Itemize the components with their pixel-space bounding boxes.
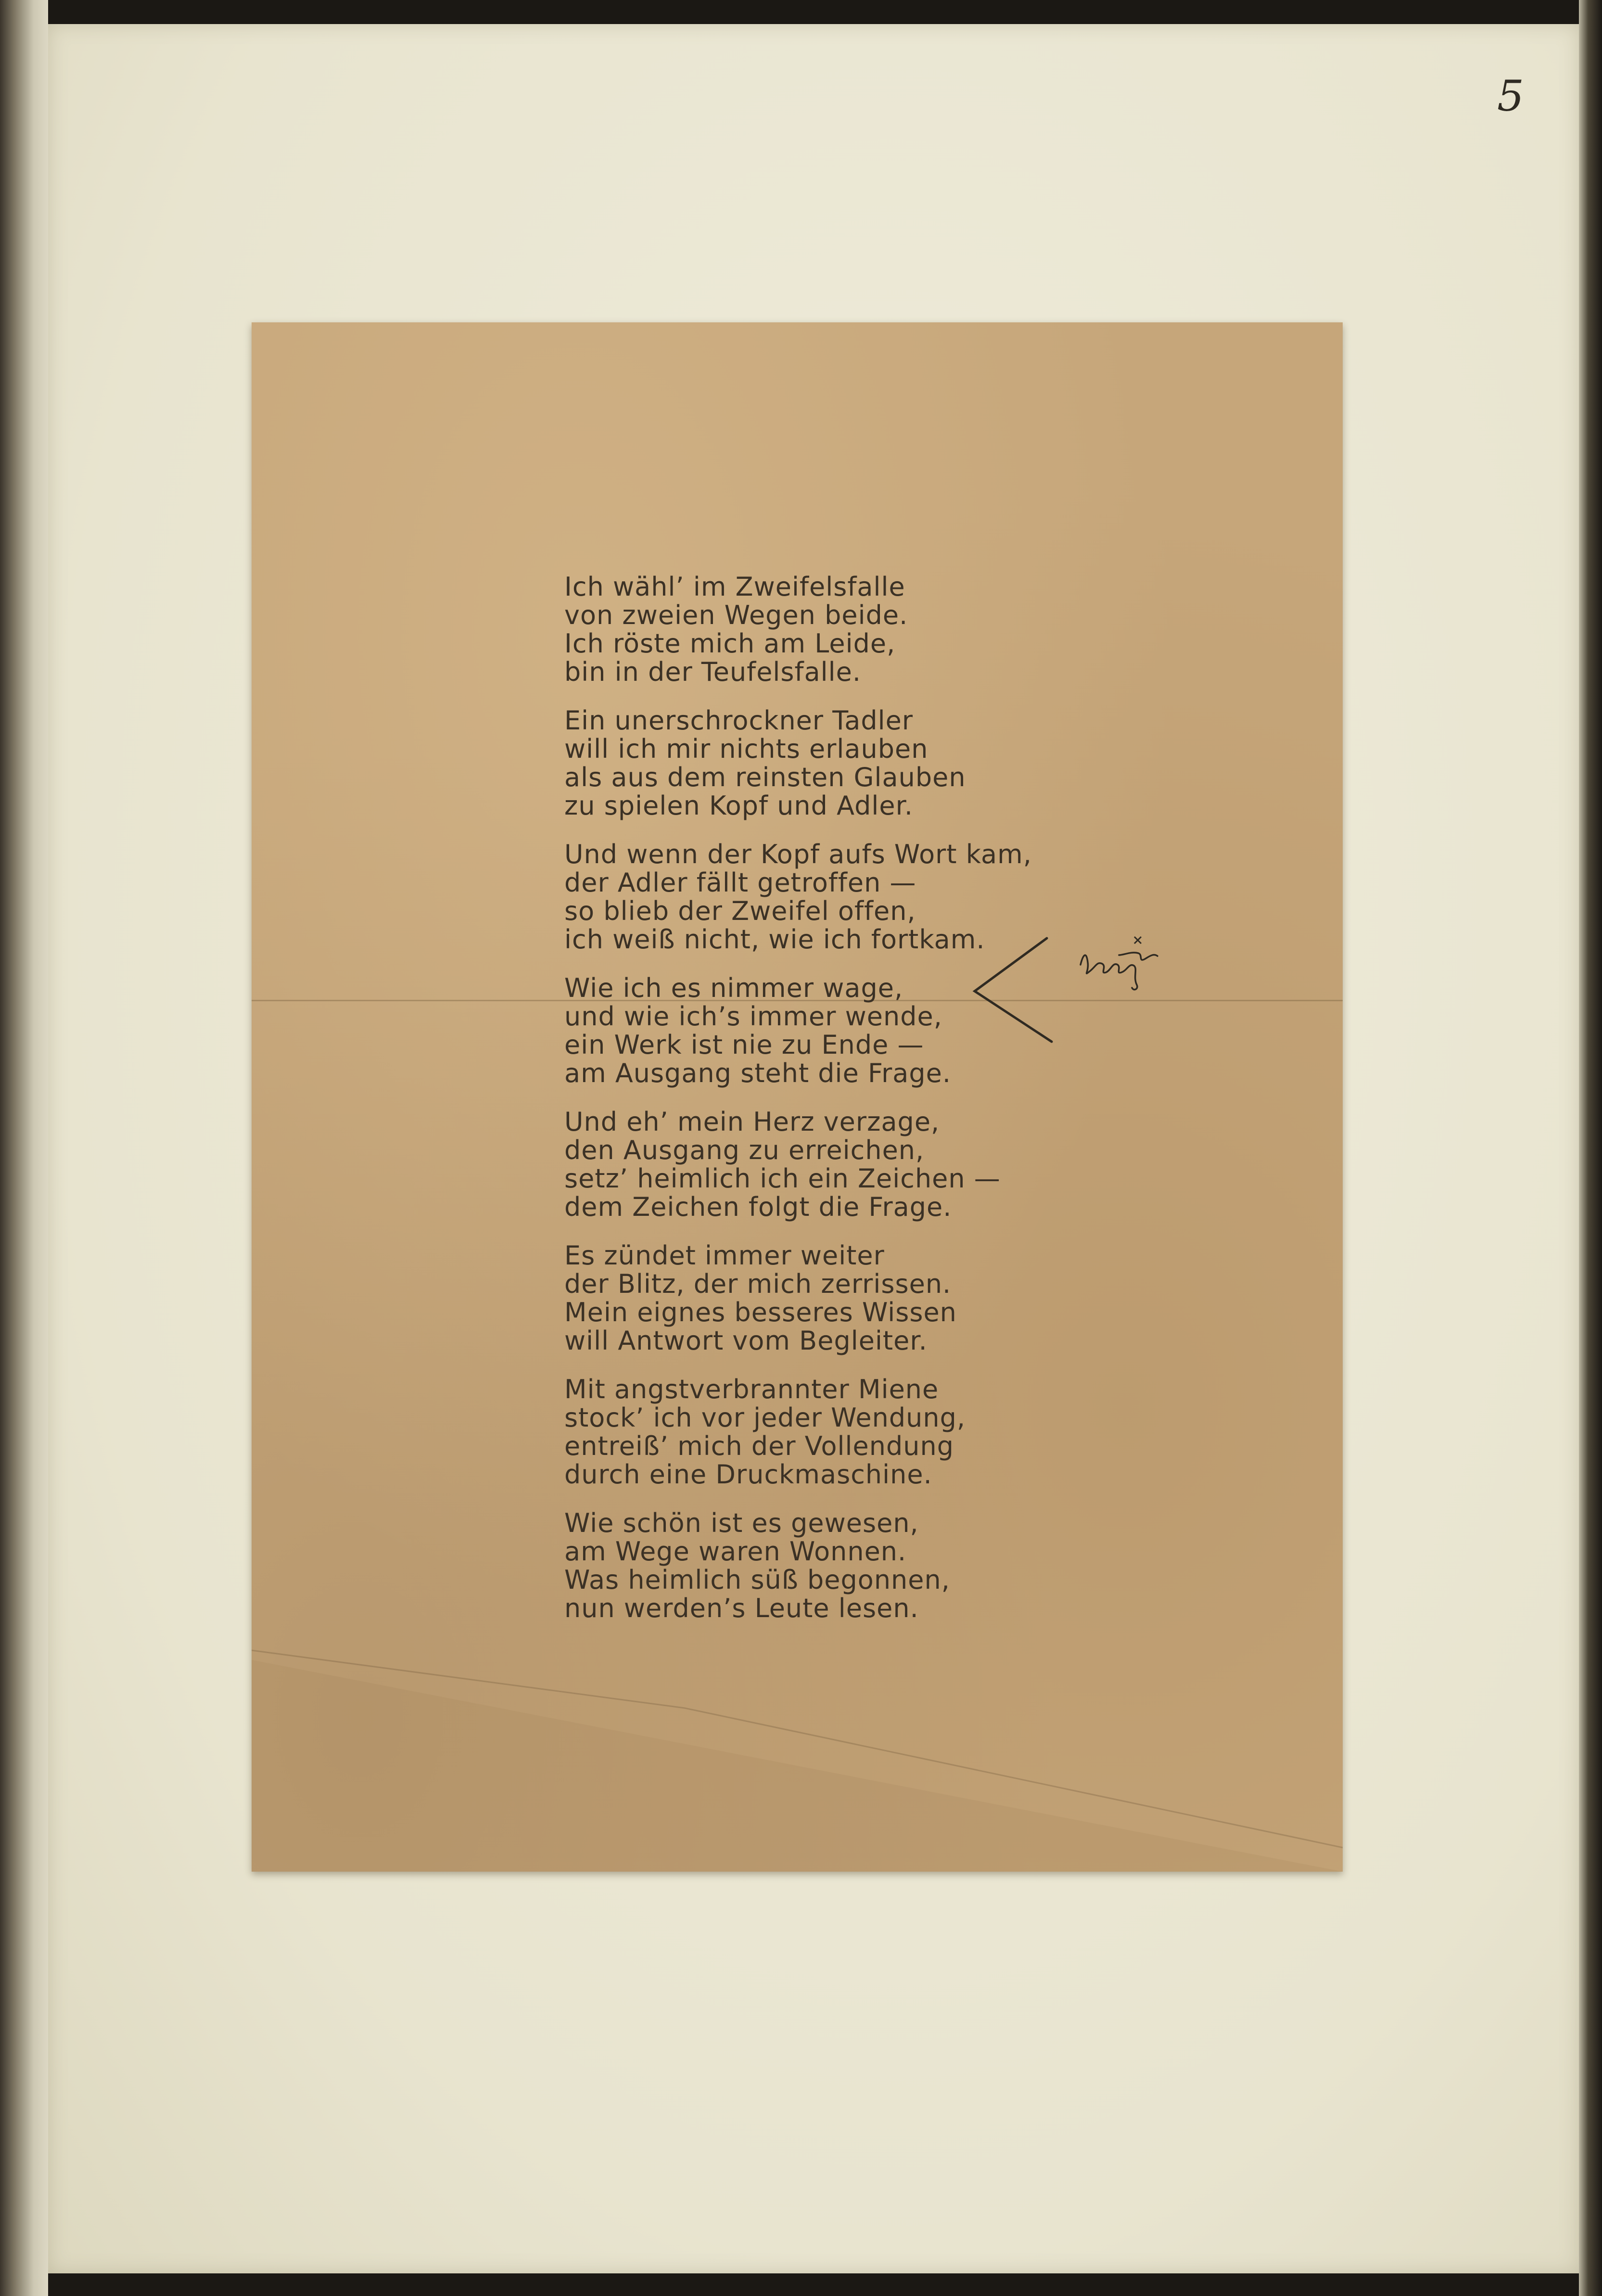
poem-line: Wie schön ist es gewesen, — [564, 1508, 919, 1538]
poem-line: ich weiß nicht, wie ich fortkam. — [564, 924, 985, 955]
poem-line: der Adler fällt getroffen — — [564, 867, 916, 898]
poem-line: zu spielen Kopf und Adler. — [564, 791, 913, 821]
poem-line: und wie ich’s immer wende, — [564, 1001, 942, 1032]
stanza-8 — [564, 1509, 1286, 1622]
poem-line: am Ausgang steht die Frage. — [564, 1058, 952, 1088]
page-edge — [1579, 0, 1602, 2296]
poem-line: von zweien Wegen beide. — [564, 600, 908, 630]
poem-line: Es zündet immer weiter — [564, 1240, 885, 1271]
stanza-5 — [564, 1108, 1286, 1221]
poem-line: will Antwort vom Begleiter. — [564, 1326, 928, 1356]
poem-line: stock’ ich vor jeder Wendung, — [564, 1403, 966, 1433]
poem-line: Mit angstverbrannter Miene — [564, 1374, 939, 1404]
poem-line: den Ausgang zu erreichen, — [564, 1135, 925, 1165]
poem-line: will ich mir nichts erlauben — [564, 734, 928, 764]
stanza-2 — [564, 706, 1286, 820]
poem-line: als aus dem reinsten Glauben — [564, 762, 966, 792]
poem-line: so blieb der Zweifel offen, — [564, 896, 916, 926]
poem-line: Ich wähl’ im Zweifelsfalle — [564, 572, 905, 602]
poem-line: am Wege waren Wonnen. — [564, 1536, 907, 1567]
poem-line: bin in der Teufelsfalle. — [564, 657, 862, 687]
poem-line: Und wenn der Kopf aufs Wort kam, — [564, 839, 1032, 869]
poem-line: ein Werk ist nie zu Ende — — [564, 1030, 924, 1060]
printed-sheet — [252, 322, 1343, 1872]
poem-line: Ein unerschrockner Tadler — [564, 705, 914, 736]
handwritten-annotation — [955, 926, 1206, 1056]
stanza-6 — [564, 1241, 1286, 1355]
insertion-bracket-icon — [955, 926, 1206, 1056]
book-gutter — [0, 0, 48, 2296]
poem-line: Ich röste mich am Leide, — [564, 628, 896, 659]
stanza-1 — [564, 573, 1286, 686]
poem-line: der Blitz, der mich zerrissen. — [564, 1269, 952, 1299]
folio-number: 5 — [1497, 71, 1524, 121]
poem-line: entreiß’ mich der Vollendung — [564, 1431, 954, 1461]
poem-line: Was heimlich süß begonnen, — [564, 1565, 950, 1595]
poem-line: dem Zeichen folgt die Frage. — [564, 1192, 952, 1222]
poem — [564, 573, 1286, 1643]
poem-line: nun werden’s Leute lesen. — [564, 1593, 919, 1623]
stanza-7 — [564, 1375, 1286, 1489]
poem-line: Wie ich es nimmer wage, — [564, 973, 903, 1003]
poem-line: setz’ heimlich ich ein Zeichen — — [564, 1163, 1001, 1194]
poem-line: durch eine Druckmaschine. — [564, 1459, 932, 1490]
poem-line: Und eh’ mein Herz verzage, — [564, 1107, 940, 1137]
poem-line: Mein eignes besseres Wissen — [564, 1297, 957, 1327]
